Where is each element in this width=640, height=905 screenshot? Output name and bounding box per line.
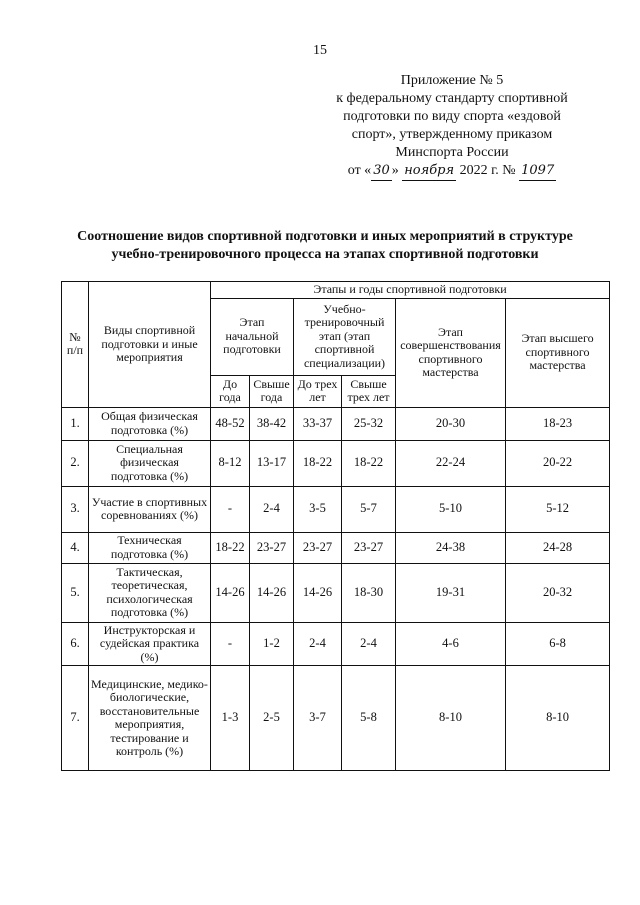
row-name: Специальная физическая подготовка (%) (89, 440, 211, 486)
cell-value: 18-22 (294, 440, 342, 486)
row-number: 4. (62, 532, 89, 563)
cell-value: 5-12 (506, 486, 610, 532)
header-stage-higher: Этап высшего спортивного мастерства (506, 298, 610, 407)
table-row (62, 407, 610, 440)
date-mid: » (391, 163, 399, 178)
appendix-line: Приложение № 5 (400, 73, 504, 88)
cell-value: 2-4 (294, 622, 342, 666)
cell-value: 5-8 (342, 666, 396, 771)
order-number: 1097 (519, 162, 556, 181)
cell-value: 13-17 (250, 440, 294, 486)
table-row (62, 532, 610, 563)
cell-value: 20-30 (396, 407, 506, 440)
row-number: 3. (62, 486, 89, 532)
row-name: Общая физическая подготовка (%) (89, 407, 211, 440)
row-number: 1. (62, 407, 89, 440)
subheader-initial-1: До года (211, 375, 250, 407)
date-year: 2022 г. № (459, 163, 516, 178)
cell-value: 2-5 (250, 666, 294, 771)
row-name: Техническая подготовка (%) (89, 532, 211, 563)
date-prefix: от « (347, 163, 372, 178)
header-stage-initial: Этап начальной подготовки (211, 298, 294, 375)
row-number: 7. (62, 666, 89, 771)
table-row (62, 486, 610, 532)
cell-value: 23-27 (250, 532, 294, 563)
page-number: 15 (313, 43, 327, 58)
training-ratio-table (61, 281, 610, 771)
appendix-line: к федеральному стандарту спортивной (336, 91, 568, 106)
row-number: 5. (62, 563, 89, 622)
cell-value: 8-10 (396, 666, 506, 771)
cell-value: 38-42 (250, 407, 294, 440)
cell-value: 3-7 (294, 666, 342, 771)
appendix-line: спорт», утвержденному приказом (351, 127, 553, 142)
header-stage-training: Учебно-тренировочный этап (этап спортивной специализации) (294, 298, 396, 375)
header-stage-improvement: Этап совершенствования спортивного мастерства (396, 298, 506, 407)
cell-value: 1-2 (250, 622, 294, 666)
date-month: ноября (402, 162, 456, 181)
row-number: 2. (62, 440, 89, 486)
header-kind: Виды спортивной подготовки и иные мероприятия (89, 282, 211, 408)
appendix-header (302, 72, 602, 181)
cell-value: 19-31 (396, 563, 506, 622)
cell-value: 18-22 (211, 532, 250, 563)
title-line: Соотношение видов спортивной подготовки и иных мероприятий в структуре (77, 229, 573, 244)
document-title (40, 228, 610, 264)
cell-value: 24-38 (396, 532, 506, 563)
cell-value: 22-24 (396, 440, 506, 486)
cell-value: 18-23 (506, 407, 610, 440)
cell-value: 18-22 (342, 440, 396, 486)
table-row (62, 666, 610, 771)
cell-value: 25-32 (342, 407, 396, 440)
cell-value: 2-4 (342, 622, 396, 666)
table-row (62, 440, 610, 486)
cell-value: 14-26 (211, 563, 250, 622)
header-stages: Этапы и годы спортивной подготовки (211, 282, 610, 299)
appendix-line: подготовки по виду спорта «ездовой (343, 109, 561, 124)
cell-value: 6-8 (506, 622, 610, 666)
cell-value: 14-26 (250, 563, 294, 622)
cell-value: 20-32 (506, 563, 610, 622)
table-row (62, 622, 610, 666)
appendix-line: Минспорта России (395, 145, 509, 160)
cell-value: 14-26 (294, 563, 342, 622)
header-number: № п/п (62, 282, 89, 408)
cell-value: 8-12 (211, 440, 250, 486)
cell-value: 23-27 (342, 532, 396, 563)
cell-value: 5-7 (342, 486, 396, 532)
cell-value: 4-6 (396, 622, 506, 666)
cell-value: 5-10 (396, 486, 506, 532)
cell-value: 24-28 (506, 532, 610, 563)
row-number: 6. (62, 622, 89, 666)
appendix-date-line (302, 162, 602, 181)
row-name: Тактическая, теоретическая, психологическая подготовка (%) (89, 563, 211, 622)
cell-value: - (211, 622, 250, 666)
cell-value: 3-5 (294, 486, 342, 532)
subheader-initial-2: Свыше года (250, 375, 294, 407)
cell-value: 23-27 (294, 532, 342, 563)
subheader-training-1: До трех лет (294, 375, 342, 407)
subheader-training-2: Свыше трех лет (342, 375, 396, 407)
cell-value: 33-37 (294, 407, 342, 440)
cell-value: 48-52 (211, 407, 250, 440)
cell-value: 20-22 (506, 440, 610, 486)
date-day: 30 (371, 162, 392, 181)
cell-value: 2-4 (250, 486, 294, 532)
cell-value: 8-10 (506, 666, 610, 771)
row-name: Инструкторская и судейская практика (%) (89, 622, 211, 666)
row-name: Участие в спортивных соревнованиях (%) (89, 486, 211, 532)
cell-value: - (211, 486, 250, 532)
row-name: Медицинские, медико-биологические, восстановительные мероприятия, тестирование и контроль (%) (89, 666, 211, 771)
cell-value: 1-3 (211, 666, 250, 771)
title-line: учебно-тренировочного процесса на этапах спортивной подготовки (111, 247, 539, 262)
cell-value: 18-30 (342, 563, 396, 622)
table-row (62, 563, 610, 622)
